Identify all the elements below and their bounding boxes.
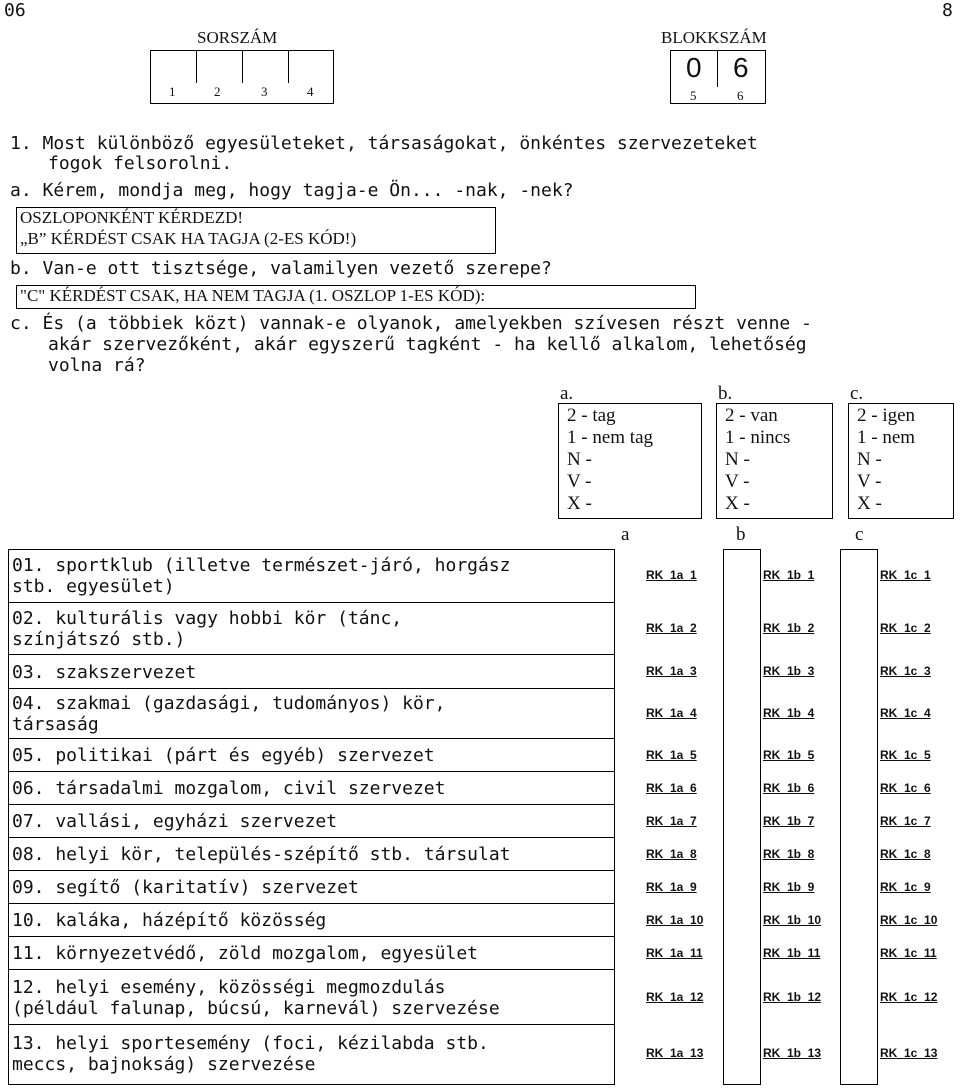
sorszam-digit-4: 4 bbox=[307, 84, 314, 99]
question-c-line-2: akár szervezőként, akár egyszerű tagként - ha kellő alkalom, lehetőség bbox=[48, 334, 807, 355]
answer-cell-a[interactable]: RK_1a_5 bbox=[646, 747, 697, 762]
row-label-line: 02. kulturális vagy hobbi kör (tánc, bbox=[12, 608, 403, 629]
answer-cell-b[interactable]: RK_1b_11 bbox=[763, 945, 821, 960]
sorszam-digit-2: 2 bbox=[214, 84, 221, 99]
legend-code: V - bbox=[857, 471, 882, 492]
row-label-line: 10. kaláka, házépítő közösség bbox=[12, 910, 327, 931]
answer-cell-c[interactable]: RK_1c_4 bbox=[880, 706, 931, 720]
instruction-1-line-2: „B” KÉRDÉST CSAK HA TAGJA (2-ES KÓD!) bbox=[20, 229, 357, 248]
sorszam-label: SORSZÁM bbox=[197, 28, 278, 47]
instruction-box-1 bbox=[16, 207, 496, 254]
row-label-line: 09. segítő (karitatív) szervezet bbox=[12, 877, 359, 898]
answer-cell-a[interactable]: RK_1a_13 bbox=[646, 1045, 704, 1060]
instruction-1-line-1: OSZLOPONKÉNT KÉRDEZD! bbox=[20, 208, 244, 227]
legend-code: V - bbox=[567, 471, 592, 492]
legend-box-b bbox=[716, 403, 833, 519]
row-label-line: színjátszó stb.) bbox=[12, 629, 186, 650]
answer-column-c-frame bbox=[840, 549, 878, 1085]
legend-code: X - bbox=[725, 493, 750, 514]
answer-cell-b[interactable]: RK_1b_7 bbox=[763, 813, 815, 828]
answer-column-b-frame bbox=[723, 549, 761, 1085]
column-letter-a: a bbox=[621, 524, 630, 545]
blokkszam-box bbox=[670, 50, 766, 104]
row-label-line: stb. egyesület) bbox=[12, 576, 175, 597]
column-letter-c: c bbox=[855, 524, 864, 545]
answer-cell-c[interactable]: RK_1c_7 bbox=[880, 813, 931, 828]
sorszam-digit-3: 3 bbox=[261, 84, 268, 99]
row-label-line: meccs, bajnokság) szervezése bbox=[12, 1053, 316, 1075]
blokkszam-value-1: 0 bbox=[686, 52, 702, 83]
answer-cell-c[interactable]: RK_1c_12 bbox=[880, 989, 938, 1004]
question-a: a. Kérem, mondja meg, hogy tagja-e Ön... -nak, -nek? bbox=[10, 180, 574, 201]
answer-cell-a[interactable]: RK_1a_9 bbox=[646, 879, 697, 894]
row-label-line: 05. politikai (párt és egyéb) szervezet bbox=[12, 745, 435, 766]
answer-cell-b[interactable]: RK_1b_10 bbox=[763, 912, 822, 927]
legend-code: 1 - nem tag bbox=[567, 427, 654, 448]
answer-cell-a[interactable]: RK_1a_8 bbox=[646, 846, 697, 861]
instruction-2: "C" KÉRDÉST CSAK, HA NEM TAGJA (1. OSZLOP 1-ES KÓD): bbox=[20, 286, 486, 305]
legend-code: N - bbox=[857, 449, 882, 470]
answer-cell-c[interactable]: RK_1c_13 bbox=[880, 1045, 938, 1060]
instruction-box-2 bbox=[16, 285, 696, 309]
blokkszam-digit-5: 5 bbox=[690, 88, 697, 103]
answer-cell-b[interactable]: RK_1b_1 bbox=[763, 568, 815, 582]
row-label-line: 08. helyi kör, település-szépítő stb. társulat bbox=[12, 844, 511, 865]
answer-cell-a[interactable]: RK_1a_12 bbox=[646, 989, 704, 1004]
page-number-left: 06 bbox=[4, 0, 26, 21]
answer-cell-b[interactable]: RK_1b_9 bbox=[763, 879, 815, 894]
answer-cell-c[interactable]: RK_1c_5 bbox=[880, 747, 931, 762]
legend-head-c: c. bbox=[850, 383, 864, 404]
answer-cell-c[interactable]: RK_1c_3 bbox=[880, 664, 931, 678]
answer-cell-a[interactable]: RK_1a_7 bbox=[646, 813, 697, 828]
answer-cell-c[interactable]: RK_1c_8 bbox=[880, 846, 931, 861]
row-label-line: 01. sportklub (illetve természet-járó, horgász bbox=[12, 555, 511, 576]
answer-cell-a[interactable]: RK_1a_10 bbox=[646, 912, 704, 927]
answer-cell-c[interactable]: RK_1c_10 bbox=[880, 912, 938, 927]
answer-cell-c[interactable]: RK_1c_11 bbox=[880, 945, 937, 960]
legend-head-b: b. bbox=[718, 383, 733, 404]
sorszam-digit-1: 1 bbox=[169, 84, 176, 99]
page-number-right: 8 bbox=[942, 0, 953, 21]
legend-head-a: a. bbox=[560, 383, 574, 404]
answer-cell-b[interactable]: RK_1b_12 bbox=[763, 989, 822, 1004]
answer-cell-a[interactable]: RK_1a_3 bbox=[646, 664, 697, 678]
answer-cell-c[interactable]: RK_1c_1 bbox=[880, 568, 931, 582]
answer-cell-a[interactable]: RK_1a_6 bbox=[646, 780, 697, 795]
answer-cell-b[interactable]: RK_1b_13 bbox=[763, 1045, 822, 1060]
legend-code: 2 - van bbox=[725, 405, 778, 426]
answer-cell-c[interactable]: RK_1c_2 bbox=[880, 621, 931, 635]
row-label-column-frame bbox=[8, 549, 615, 1085]
question-1-line-2: fogok felsorolni. bbox=[48, 153, 233, 174]
legend-code: 1 - nincs bbox=[725, 427, 791, 448]
row-label-line: 04. szakmai (gazdasági, tudományos) kör, bbox=[12, 693, 446, 714]
answer-cell-b[interactable]: RK_1b_3 bbox=[763, 664, 815, 678]
legend-code: X - bbox=[857, 493, 882, 514]
blokkszam-digit-6: 6 bbox=[737, 88, 744, 103]
legend-code: V - bbox=[725, 471, 750, 492]
legend-code: 1 - nem bbox=[857, 427, 916, 448]
legend-code: N - bbox=[567, 449, 592, 470]
answer-cell-b[interactable]: RK_1b_4 bbox=[763, 706, 815, 720]
row-label-line: (például falunap, búcsú, karnevál) szervezése bbox=[12, 997, 500, 1019]
question-1-line-1: 1. Most különböző egyesületeket, társaságokat, önkéntes szervezeteket bbox=[10, 133, 758, 154]
legend-code: X - bbox=[567, 493, 592, 514]
row-label-line: társaság bbox=[12, 714, 99, 735]
question-b: b. Van-e ott tisztsége, valamilyen vezető szerepe? bbox=[10, 258, 552, 279]
column-letter-b: b bbox=[736, 524, 746, 545]
legend-box-a bbox=[558, 403, 702, 519]
answer-cell-a[interactable]: RK_1a_4 bbox=[646, 706, 697, 720]
blokkszam-label: BLOKKSZÁM bbox=[661, 28, 767, 47]
row-label-line: 03. szakszervezet bbox=[12, 661, 197, 683]
row-label-line: 13. helyi sportesemény (foci, kézilabda stb. bbox=[12, 1032, 489, 1054]
answer-cell-b[interactable]: RK_1b_8 bbox=[763, 846, 815, 861]
sorszam-box[interactable] bbox=[150, 50, 334, 104]
legend-code: N - bbox=[725, 449, 750, 470]
answer-cell-c[interactable]: RK_1c_9 bbox=[880, 879, 931, 894]
answer-cell-b[interactable]: RK_1b_5 bbox=[763, 747, 815, 762]
row-label-line: 07. vallási, egyházi szervezet bbox=[12, 811, 338, 832]
answer-cell-c[interactable]: RK_1c_6 bbox=[880, 780, 931, 795]
row-label-line: 11. környezetvédő, zöld mozgalom, egyesület bbox=[12, 943, 478, 964]
legend-box-c bbox=[848, 403, 954, 519]
answer-cell-a[interactable]: RK_1a_1 bbox=[646, 568, 697, 582]
legend-code: 2 - igen bbox=[857, 405, 916, 426]
answer-cell-b[interactable]: RK_1b_6 bbox=[763, 780, 815, 795]
answer-cell-a[interactable]: RK_1a_2 bbox=[646, 621, 697, 635]
question-c-line-1: c. És (a többiek közt) vannak-e olyanok, amelyekben szívesen részt venne - bbox=[10, 313, 812, 334]
row-label-line: 12. helyi esemény, közösségi megmozdulás bbox=[12, 976, 446, 998]
blokkszam-value-2: 6 bbox=[733, 52, 749, 83]
answer-cell-b[interactable]: RK_1b_2 bbox=[763, 621, 815, 635]
row-label-line: 06. társadalmi mozgalom, civil szervezet bbox=[12, 778, 446, 799]
question-c-line-3: volna rá? bbox=[48, 355, 146, 376]
answer-cell-a[interactable]: RK_1a_11 bbox=[646, 945, 703, 960]
legend-code: 2 - tag bbox=[567, 405, 616, 426]
